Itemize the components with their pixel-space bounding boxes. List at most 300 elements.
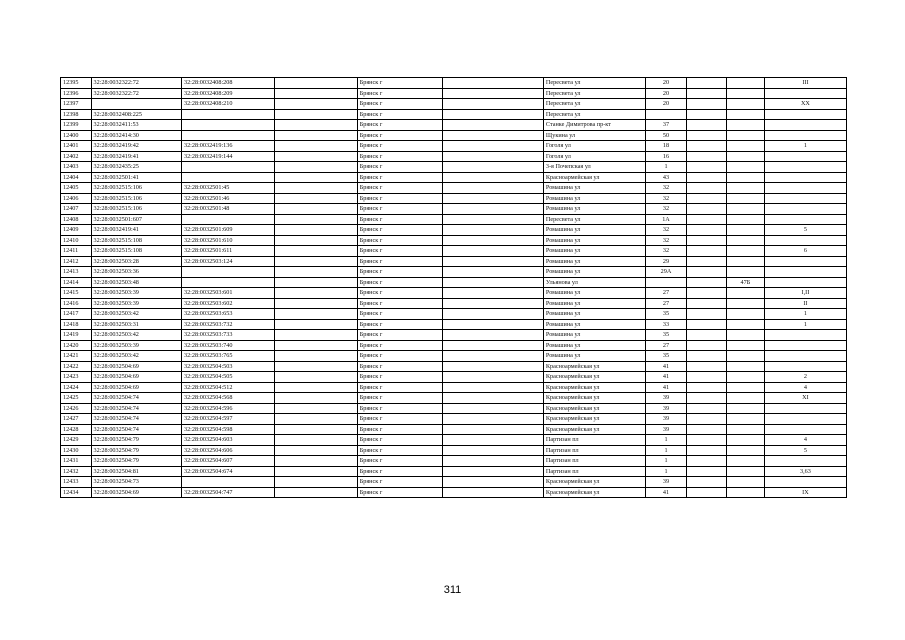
district-cell bbox=[442, 120, 543, 131]
district-cell bbox=[442, 456, 543, 467]
house-cell: 35 bbox=[645, 309, 686, 320]
house-cell: 20 bbox=[645, 78, 686, 89]
district-cell bbox=[442, 319, 543, 330]
structure-cell bbox=[726, 78, 764, 89]
row-number-cell: 12432 bbox=[61, 466, 92, 477]
region-cell bbox=[274, 141, 357, 152]
row-number-cell: 12425 bbox=[61, 393, 92, 404]
object-cadastral-number-cell: 32:28:0032503:733 bbox=[181, 330, 274, 341]
district-cell bbox=[442, 414, 543, 425]
table-row bbox=[61, 235, 847, 246]
district-cell bbox=[442, 267, 543, 278]
building-cell bbox=[687, 414, 727, 425]
building-cell bbox=[687, 456, 727, 467]
row-number-cell: 12416 bbox=[61, 298, 92, 309]
building-cell bbox=[687, 256, 727, 267]
row-number-cell: 12417 bbox=[61, 309, 92, 320]
region-cell bbox=[274, 393, 357, 404]
row-number-cell: 12434 bbox=[61, 487, 92, 498]
cadastral-number-cell: 32:28:0032503:36 bbox=[91, 267, 181, 278]
region-cell bbox=[274, 288, 357, 299]
street-cell: Ромашина ул bbox=[543, 235, 645, 246]
cadastral-number-cell: 32:28:0032504:69 bbox=[91, 372, 181, 383]
district-cell bbox=[442, 256, 543, 267]
cadastral-number-cell: 32:28:0032501:41 bbox=[91, 172, 181, 183]
building-cell bbox=[687, 393, 727, 404]
object-cadastral-number-cell: 32:28:0032419:144 bbox=[181, 151, 274, 162]
city-cell: Брянск г bbox=[357, 319, 442, 330]
cadastral-number-cell: 32:28:0032504:74 bbox=[91, 393, 181, 404]
row-number-cell: 12406 bbox=[61, 193, 92, 204]
structure-cell bbox=[726, 330, 764, 341]
structure-cell bbox=[726, 141, 764, 152]
cadastral-number-cell: 32:28:0032503:39 bbox=[91, 340, 181, 351]
house-cell: 1 bbox=[645, 435, 686, 446]
page-number: 311 bbox=[443, 584, 462, 596]
apartment-cell bbox=[764, 235, 846, 246]
house-cell: 41 bbox=[645, 487, 686, 498]
structure-cell bbox=[726, 340, 764, 351]
city-cell: Брянск г bbox=[357, 445, 442, 456]
apartment-cell bbox=[764, 477, 846, 488]
table-row bbox=[61, 151, 847, 162]
district-cell bbox=[442, 403, 543, 414]
table-row bbox=[61, 88, 847, 99]
structure-cell bbox=[726, 130, 764, 141]
district-cell bbox=[442, 130, 543, 141]
district-cell bbox=[442, 225, 543, 236]
object-cadastral-number-cell: 32:28:0032504:607 bbox=[181, 456, 274, 467]
house-cell bbox=[645, 277, 686, 288]
row-number-cell: 12415 bbox=[61, 288, 92, 299]
building-cell bbox=[687, 466, 727, 477]
region-cell bbox=[274, 109, 357, 120]
structure-cell bbox=[726, 414, 764, 425]
object-cadastral-number-cell: 32:28:0032501:610 bbox=[181, 235, 274, 246]
building-cell bbox=[687, 267, 727, 278]
street-cell: Ромашина ул bbox=[543, 193, 645, 204]
object-cadastral-number-cell: 32:28:0032504:674 bbox=[181, 466, 274, 477]
row-number-cell: 12400 bbox=[61, 130, 92, 141]
district-cell bbox=[442, 288, 543, 299]
building-cell bbox=[687, 162, 727, 173]
row-number-cell: 12402 bbox=[61, 151, 92, 162]
building-cell bbox=[687, 330, 727, 341]
city-cell: Брянск г bbox=[357, 435, 442, 446]
city-cell: Брянск г bbox=[357, 267, 442, 278]
row-number-cell: 12403 bbox=[61, 162, 92, 173]
house-cell: 32 bbox=[645, 225, 686, 236]
district-cell bbox=[442, 309, 543, 320]
row-number-cell: 12398 bbox=[61, 109, 92, 120]
region-cell bbox=[274, 214, 357, 225]
object-cadastral-number-cell: 32:28:0032504:603 bbox=[181, 435, 274, 446]
building-cell bbox=[687, 141, 727, 152]
street-cell: Красноармейская ул bbox=[543, 403, 645, 414]
row-number-cell: 12408 bbox=[61, 214, 92, 225]
apartment-cell bbox=[764, 162, 846, 173]
house-cell: 32 bbox=[645, 183, 686, 194]
district-cell bbox=[442, 372, 543, 383]
table-row bbox=[61, 162, 847, 173]
building-cell bbox=[687, 319, 727, 330]
cadastral-number-cell: 32:28:0032414:30 bbox=[91, 130, 181, 141]
row-number-cell: 12407 bbox=[61, 204, 92, 215]
apartment-cell bbox=[764, 340, 846, 351]
region-cell bbox=[274, 403, 357, 414]
cadastral-number-cell: 32:28:0032515:106 bbox=[91, 193, 181, 204]
structure-cell bbox=[726, 88, 764, 99]
apartment-cell bbox=[764, 120, 846, 131]
city-cell: Брянск г bbox=[357, 256, 442, 267]
row-number-cell: 12430 bbox=[61, 445, 92, 456]
object-cadastral-number-cell: 32:28:0032504:596 bbox=[181, 403, 274, 414]
cadastral-number-cell: 32:28:0032515:108 bbox=[91, 246, 181, 257]
object-cadastral-number-cell: 32:28:0032504:503 bbox=[181, 361, 274, 372]
city-cell: Брянск г bbox=[357, 225, 442, 236]
building-cell bbox=[687, 130, 727, 141]
cadastral-number-cell: 32:28:0032515:106 bbox=[91, 183, 181, 194]
structure-cell bbox=[726, 267, 764, 278]
cadastral-number-cell: 32:28:0032435:25 bbox=[91, 162, 181, 173]
district-cell bbox=[442, 466, 543, 477]
cadastral-number-cell: 32:28:0032515:106 bbox=[91, 204, 181, 215]
house-cell: 41 bbox=[645, 382, 686, 393]
building-cell bbox=[687, 120, 727, 131]
table-row bbox=[61, 487, 847, 498]
building-cell bbox=[687, 340, 727, 351]
district-cell bbox=[442, 435, 543, 446]
apartment-cell bbox=[764, 351, 846, 362]
cadastral-number-cell: 32:28:0032504:79 bbox=[91, 445, 181, 456]
table-row bbox=[61, 277, 847, 288]
region-cell bbox=[274, 361, 357, 372]
object-cadastral-number-cell: 32:28:0032503:740 bbox=[181, 340, 274, 351]
street-cell: Партизан пл bbox=[543, 456, 645, 467]
region-cell bbox=[274, 172, 357, 183]
row-number-cell: 12397 bbox=[61, 99, 92, 110]
apartment-cell bbox=[764, 361, 846, 372]
cadastral-number-cell: 32:28:0032419:41 bbox=[91, 151, 181, 162]
region-cell bbox=[274, 445, 357, 456]
house-cell: 43 bbox=[645, 172, 686, 183]
house-cell: 50 bbox=[645, 130, 686, 141]
object-cadastral-number-cell: 32:28:0032503:765 bbox=[181, 351, 274, 362]
structure-cell bbox=[726, 183, 764, 194]
cadastral-number-cell: 32:28:0032504:74 bbox=[91, 403, 181, 414]
object-cadastral-number-cell: 32:28:0032503:601 bbox=[181, 288, 274, 299]
street-cell: Красноармейская ул bbox=[543, 372, 645, 383]
building-cell bbox=[687, 151, 727, 162]
cadastral-number-cell bbox=[91, 99, 181, 110]
city-cell: Брянск г bbox=[357, 214, 442, 225]
cadastral-number-cell: 32:28:0032504:74 bbox=[91, 414, 181, 425]
object-cadastral-number-cell: 32:28:0032501:48 bbox=[181, 204, 274, 215]
street-cell: Ромашина ул bbox=[543, 204, 645, 215]
row-number-cell: 12409 bbox=[61, 225, 92, 236]
street-cell: Пересвета ул bbox=[543, 214, 645, 225]
apartment-cell bbox=[764, 256, 846, 267]
structure-cell bbox=[726, 109, 764, 120]
row-number-cell: 12429 bbox=[61, 435, 92, 446]
region-cell bbox=[274, 340, 357, 351]
city-cell: Брянск г bbox=[357, 487, 442, 498]
street-cell: Красноармейская ул bbox=[543, 424, 645, 435]
city-cell: Брянск г bbox=[357, 382, 442, 393]
house-cell: 29 bbox=[645, 256, 686, 267]
table-row bbox=[61, 99, 847, 110]
city-cell: Брянск г bbox=[357, 235, 442, 246]
building-cell bbox=[687, 204, 727, 215]
city-cell: Брянск г bbox=[357, 477, 442, 488]
row-number-cell: 12412 bbox=[61, 256, 92, 267]
district-cell bbox=[442, 141, 543, 152]
city-cell: Брянск г bbox=[357, 288, 442, 299]
row-number-cell: 12418 bbox=[61, 319, 92, 330]
district-cell bbox=[442, 445, 543, 456]
house-cell: 29А bbox=[645, 267, 686, 278]
building-cell bbox=[687, 351, 727, 362]
building-cell bbox=[687, 99, 727, 110]
house-cell: 32 bbox=[645, 235, 686, 246]
row-number-cell: 12421 bbox=[61, 351, 92, 362]
building-cell bbox=[687, 435, 727, 446]
structure-cell bbox=[726, 172, 764, 183]
structure-cell bbox=[726, 487, 764, 498]
city-cell: Брянск г bbox=[357, 403, 442, 414]
apartment-cell: 1 bbox=[764, 141, 846, 152]
structure-cell bbox=[726, 225, 764, 236]
table-row bbox=[61, 120, 847, 131]
house-cell: 1 bbox=[645, 456, 686, 467]
apartment-cell: I,II bbox=[764, 288, 846, 299]
district-cell bbox=[442, 88, 543, 99]
object-cadastral-number-cell: 32:28:0032503:653 bbox=[181, 309, 274, 320]
structure-cell bbox=[726, 204, 764, 215]
structure-cell bbox=[726, 99, 764, 110]
building-cell bbox=[687, 424, 727, 435]
table-row bbox=[61, 330, 847, 341]
table-row bbox=[61, 309, 847, 320]
cadastral-number-cell: 32:28:0032419:42 bbox=[91, 141, 181, 152]
street-cell: Ромашина ул bbox=[543, 319, 645, 330]
row-number-cell: 12428 bbox=[61, 424, 92, 435]
region-cell bbox=[274, 298, 357, 309]
structure-cell bbox=[726, 235, 764, 246]
table-row bbox=[61, 225, 847, 236]
city-cell: Брянск г bbox=[357, 340, 442, 351]
object-cadastral-number-cell: 32:28:0032501:46 bbox=[181, 193, 274, 204]
street-cell: Красноармейская ул bbox=[543, 477, 645, 488]
table-row bbox=[61, 130, 847, 141]
apartment-cell bbox=[764, 414, 846, 425]
table-row bbox=[61, 256, 847, 267]
district-cell bbox=[442, 393, 543, 404]
apartment-cell bbox=[764, 456, 846, 467]
building-cell bbox=[687, 277, 727, 288]
region-cell bbox=[274, 424, 357, 435]
table-row bbox=[61, 414, 847, 425]
row-number-cell: 12431 bbox=[61, 456, 92, 467]
street-cell: Красноармейская ул bbox=[543, 361, 645, 372]
cadastral-register-table bbox=[60, 77, 847, 498]
cadastral-number-cell: 32:28:0032504:79 bbox=[91, 435, 181, 446]
building-cell bbox=[687, 403, 727, 414]
apartment-cell bbox=[764, 403, 846, 414]
row-number-cell: 12426 bbox=[61, 403, 92, 414]
apartment-cell bbox=[764, 277, 846, 288]
row-number-cell: 12423 bbox=[61, 372, 92, 383]
city-cell: Брянск г bbox=[357, 246, 442, 257]
structure-cell bbox=[726, 403, 764, 414]
structure-cell bbox=[726, 456, 764, 467]
building-cell bbox=[687, 225, 727, 236]
house-cell: 41 bbox=[645, 372, 686, 383]
region-cell bbox=[274, 456, 357, 467]
city-cell: Брянск г bbox=[357, 456, 442, 467]
building-cell bbox=[687, 214, 727, 225]
table-row bbox=[61, 246, 847, 257]
region-cell bbox=[274, 435, 357, 446]
object-cadastral-number-cell: 32:28:0032504:597 bbox=[181, 414, 274, 425]
city-cell: Брянск г bbox=[357, 130, 442, 141]
city-cell: Брянск г bbox=[357, 172, 442, 183]
table-row bbox=[61, 214, 847, 225]
table-row bbox=[61, 393, 847, 404]
cadastral-number-cell: 32:28:0032419:41 bbox=[91, 225, 181, 236]
table-row bbox=[61, 267, 847, 278]
district-cell bbox=[442, 183, 543, 194]
row-number-cell: 12433 bbox=[61, 477, 92, 488]
object-cadastral-number-cell: 32:28:0032504:568 bbox=[181, 393, 274, 404]
building-cell bbox=[687, 193, 727, 204]
object-cadastral-number-cell bbox=[181, 172, 274, 183]
apartment-cell bbox=[764, 214, 846, 225]
object-cadastral-number-cell: 32:28:0032503:602 bbox=[181, 298, 274, 309]
apartment-cell bbox=[764, 204, 846, 215]
city-cell: Брянск г bbox=[357, 193, 442, 204]
district-cell bbox=[442, 78, 543, 89]
house-cell: 27 bbox=[645, 288, 686, 299]
structure-cell bbox=[726, 445, 764, 456]
apartment-cell bbox=[764, 330, 846, 341]
house-cell: 39 bbox=[645, 424, 686, 435]
object-cadastral-number-cell: 32:28:0032504:512 bbox=[181, 382, 274, 393]
apartment-cell bbox=[764, 151, 846, 162]
region-cell bbox=[274, 277, 357, 288]
street-cell: Ромашина ул bbox=[543, 246, 645, 257]
row-number-cell: 12396 bbox=[61, 88, 92, 99]
city-cell: Брянск г bbox=[357, 78, 442, 89]
object-cadastral-number-cell bbox=[181, 162, 274, 173]
building-cell bbox=[687, 487, 727, 498]
table-row bbox=[61, 193, 847, 204]
street-cell: Партизан пл bbox=[543, 466, 645, 477]
street-cell: Красноармейская ул bbox=[543, 414, 645, 425]
region-cell bbox=[274, 246, 357, 257]
structure-cell bbox=[726, 382, 764, 393]
region-cell bbox=[274, 256, 357, 267]
table-row bbox=[61, 288, 847, 299]
house-cell: 32 bbox=[645, 246, 686, 257]
structure-cell bbox=[726, 151, 764, 162]
city-cell: Брянск г bbox=[357, 183, 442, 194]
district-cell bbox=[442, 109, 543, 120]
cadastral-number-cell: 32:28:0032504:69 bbox=[91, 382, 181, 393]
building-cell bbox=[687, 109, 727, 120]
structure-cell bbox=[726, 256, 764, 267]
apartment-cell bbox=[764, 424, 846, 435]
building-cell bbox=[687, 78, 727, 89]
row-number-cell: 12419 bbox=[61, 330, 92, 341]
district-cell bbox=[442, 330, 543, 341]
row-number-cell: 12410 bbox=[61, 235, 92, 246]
apartment-cell: 3,63 bbox=[764, 466, 846, 477]
city-cell: Брянск г bbox=[357, 393, 442, 404]
object-cadastral-number-cell: 32:28:0032501:609 bbox=[181, 225, 274, 236]
row-number-cell: 12422 bbox=[61, 361, 92, 372]
apartment-cell bbox=[764, 193, 846, 204]
structure-cell bbox=[726, 214, 764, 225]
region-cell bbox=[274, 120, 357, 131]
building-cell bbox=[687, 372, 727, 383]
house-cell: 35 bbox=[645, 351, 686, 362]
structure-cell bbox=[726, 246, 764, 257]
district-cell bbox=[442, 99, 543, 110]
region-cell bbox=[274, 351, 357, 362]
street-cell: Гоголя ул bbox=[543, 151, 645, 162]
table-row bbox=[61, 435, 847, 446]
structure-cell bbox=[726, 319, 764, 330]
house-cell: 39 bbox=[645, 414, 686, 425]
region-cell bbox=[274, 466, 357, 477]
structure-cell bbox=[726, 435, 764, 446]
house-cell: 20 bbox=[645, 99, 686, 110]
street-cell: Пересвета ул bbox=[543, 78, 645, 89]
street-cell: Красноармейская ул bbox=[543, 487, 645, 498]
apartment-cell bbox=[764, 88, 846, 99]
cadastral-number-cell: 32:28:0032504:81 bbox=[91, 466, 181, 477]
object-cadastral-number-cell: 32:28:0032504:598 bbox=[181, 424, 274, 435]
apartment-cell bbox=[764, 172, 846, 183]
object-cadastral-number-cell bbox=[181, 214, 274, 225]
city-cell: Брянск г bbox=[357, 466, 442, 477]
object-cadastral-number-cell: 32:28:0032504:505 bbox=[181, 372, 274, 383]
city-cell: Брянск г bbox=[357, 351, 442, 362]
structure-cell bbox=[726, 393, 764, 404]
object-cadastral-number-cell: 32:28:0032419:136 bbox=[181, 141, 274, 152]
city-cell: Брянск г bbox=[357, 120, 442, 131]
table-row bbox=[61, 351, 847, 362]
city-cell: Брянск г bbox=[357, 372, 442, 383]
table-row bbox=[61, 424, 847, 435]
street-cell: Пересвета ул bbox=[543, 88, 645, 99]
cadastral-number-cell: 32:28:0032504:79 bbox=[91, 456, 181, 467]
house-cell: 16 bbox=[645, 151, 686, 162]
building-cell bbox=[687, 172, 727, 183]
street-cell: Ромашина ул bbox=[543, 351, 645, 362]
building-cell bbox=[687, 445, 727, 456]
cadastral-number-cell: 32:28:0032322:72 bbox=[91, 78, 181, 89]
row-number-cell: 12399 bbox=[61, 120, 92, 131]
district-cell bbox=[442, 151, 543, 162]
region-cell bbox=[274, 193, 357, 204]
structure-cell bbox=[726, 466, 764, 477]
apartment-cell: 1 bbox=[764, 309, 846, 320]
city-cell: Брянск г bbox=[357, 414, 442, 425]
row-number-cell: 12405 bbox=[61, 183, 92, 194]
apartment-cell: 5 bbox=[764, 445, 846, 456]
